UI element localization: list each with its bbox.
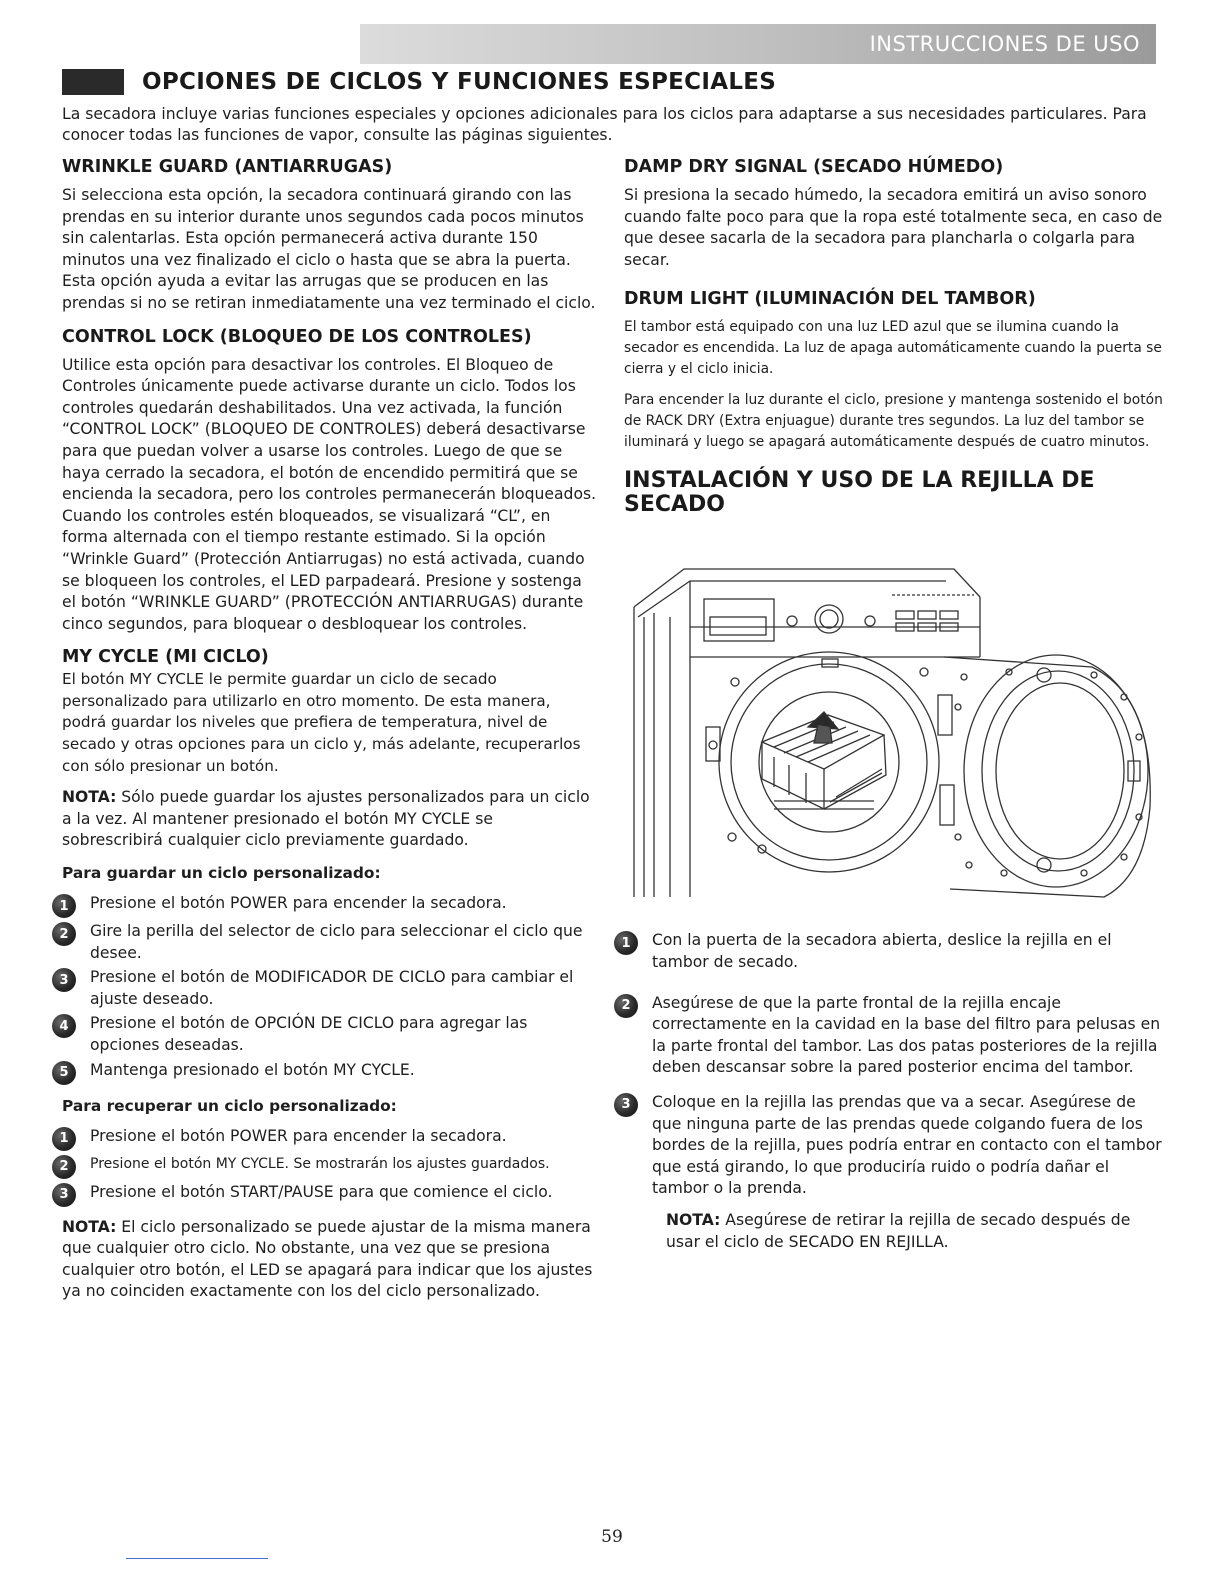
rack-step <box>621 1092 1164 1200</box>
note-label: NOTA: <box>62 788 117 807</box>
recall-step <box>59 1126 598 1151</box>
wrinkle-guard-text: Si selecciona esta opción, la secadora continuará girando con las prendas en su interior durante unos segundos cada pocos minutos sin calentarlas. Esta opción permanecerá activa durante 150 minutos una vez finalizado el ciclo o hasta que se abra la puerta. Esta opción ayuda a evitar las arrugas que se producen en las prendas si no se retiran inmediatamente una vez terminado el ciclo. <box>62 186 596 312</box>
save-step <box>59 1013 598 1056</box>
save-step <box>59 967 598 1010</box>
damp-dry-heading: DAMP DRY SIGNAL (SECADO HÚMEDO) <box>624 157 1004 177</box>
save-step <box>59 921 598 964</box>
step-number-icon: 2 <box>52 922 76 946</box>
step-number-icon: 4 <box>52 1014 76 1038</box>
control-lock-heading: CONTROL LOCK (BLOQUEO DE LOS CONTROLES) <box>62 326 532 347</box>
control-lock-section <box>62 325 598 636</box>
page-title <box>62 66 1162 98</box>
save-step <box>59 1060 598 1085</box>
step-number-icon: 1 <box>52 1127 76 1151</box>
note-label: NOTA: <box>62 1217 117 1236</box>
step-number-icon: 2 <box>52 1155 76 1179</box>
step-text: Gire la perilla del selector de ciclo para seleccionar el ciclo que desee. <box>90 922 583 962</box>
rack-note <box>666 1210 1164 1253</box>
step-number-icon: 1 <box>52 894 76 918</box>
save-step <box>59 893 598 918</box>
step-text: Mantenga presionado el botón MY CYCLE. <box>90 1060 415 1079</box>
step-text: Con la puerta de la secadora abierta, deslice la rejilla en el tambor de secado. <box>652 931 1112 971</box>
drum-light-section <box>624 287 1164 453</box>
step-text: Presione el botón de OPCIÓN DE CICLO para agregar las opciones deseadas. <box>90 1014 528 1054</box>
step-text: Presione el botón POWER para encender la secadora. <box>90 1126 507 1145</box>
damp-dry-text: Si presiona la secado húmedo, la secadora emitirá un aviso sonoro cuando falte poco para que la ropa esté totalmente seca, en caso de que desee sacarla de la secadora para plancharla o colgarla para secar. <box>624 186 1163 269</box>
dryer-rack-illustration <box>624 547 1154 907</box>
drum-light-heading: DRUM LIGHT (ILUMINACIÓN DEL TAMBOR) <box>624 289 1036 310</box>
recall-step <box>59 1182 598 1207</box>
rack-step <box>621 993 1164 1079</box>
rack-section <box>621 468 1164 1253</box>
damp-dry-section <box>624 155 1164 271</box>
rack-step <box>621 930 1164 973</box>
page-title-text: OPCIONES DE CICLOS Y FUNCIONES ESPECIALES <box>142 69 777 95</box>
footer-rule <box>126 1558 268 1559</box>
step-text: Presione el botón POWER para encender la secadora. <box>90 894 507 913</box>
step-text: Presione el botón de MODIFICADOR DE CICLO para cambiar el ajuste deseado. <box>90 968 574 1008</box>
intro-paragraph: La secadora incluye varias funciones especiales y opciones adicionales para los ciclos para adaptarse a sus necesidades particulares. Para conocer todas las funciones de vapor, consulte las páginas siguientes. <box>62 105 1147 144</box>
recall-cycle-heading: Para recuperar un ciclo personalizado: <box>62 1096 397 1115</box>
right-column <box>621 155 1164 1253</box>
wrinkle-guard-heading: WRINKLE GUARD (ANTIARRUGAS) <box>62 157 393 177</box>
wrinkle-guard-section <box>62 155 598 315</box>
note-text: Asegúrese de retirar la rejilla de secado después de usar el ciclo de SECADO EN REJILLA. <box>666 1210 1131 1251</box>
save-cycle-section <box>59 862 598 1085</box>
page-number: 59 <box>601 1527 623 1547</box>
drum-light-text: El tambor está equipado con una luz LED azul que se ilumina cuando la secador es encendida. La luz de apaga automáticamente cuando la puerta se cierra y el ciclo inicia. <box>624 319 1162 378</box>
rack-heading: INSTALACIÓN Y USO DE LA REJILLA DE SECADO <box>624 468 1095 518</box>
step-number-icon: 5 <box>52 1061 76 1085</box>
recall-cycle-section <box>59 1095 598 1207</box>
my-cycle-text: El botón MY CYCLE le permite guardar un ciclo de secado personalizado para utilizarlo en otro momento. De esta manera, podrá guardar los niveles que prefiera de temperatura, nivel de secado y otras opciones para un ciclo y, más adelante, recuperarlos con sólo presionar un botón. <box>62 670 581 775</box>
drum-light-text-2: Para encender la luz durante el ciclo, presione y mantenga sostenido el botón de RACK DRY (Extra enjuague) durante tres segundos. La luz del tambor se iluminará y luego se apagará automáticamente después de cuatro minutos. <box>624 392 1163 451</box>
my-cycle-heading: MY CYCLE (MI CICLO) <box>62 647 269 668</box>
control-lock-text: Utilice esta opción para desactivar los controles. El Bloqueo de Controles únicamente puede activarse durante un ciclo. Todos los controles quedarán deshabilitados. Una vez activada, la función “CONTROL LOCK” (BLOQUEO DE CONTROLES) deberá desactivarse para que puedan volver a usarse los controles. Luego de que se haya cerrado la secadora, el botón de encendido permitirá que se encienda la secadora, pero los controles permanecerán bloqueados. Cuando los controles estén bloqueados, se visualizará “CL”, en forma alternada con el tiempo restante estimado. Si la opción “Wrinkle Guard” (Protección Antiarrugas) no está activada, cuando se bloqueen los controles, el LED parpadeará. Presione y sostenga el botón “WRINKLE GUARD” (PROTECCIÓN ANTIARRUGAS) durante cinco segundos, para bloquear o desbloquear los controles. <box>62 355 597 633</box>
note-text: Sólo puede guardar los ajustes personalizados para un ciclo a la vez. Al mantener presionado el botón MY CYCLE se sobrescribirá cualquier ciclo previamente guardado. <box>62 788 590 850</box>
recall-step <box>59 1154 598 1179</box>
note-label: NOTA: <box>666 1210 721 1229</box>
step-number-icon: 3 <box>614 1093 638 1117</box>
my-cycle-note <box>62 787 598 852</box>
step-text: Presione el botón MY CYCLE. Se mostrarán los ajustes guardados. <box>90 1155 550 1172</box>
my-cycle-section <box>62 645 598 852</box>
step-text: Presione el botón START/PAUSE para que comience el ciclo. <box>90 1182 553 1201</box>
step-text: Asegúrese de que la parte frontal de la rejilla encaje correctamente en la cavidad en la base del filtro para pelusas en la parte frontal del tambor. Las dos patas posteriores de la rejilla deben descansar sobre la pared posterior encima del tambor. <box>652 993 1161 1077</box>
step-number-icon: 3 <box>52 968 76 992</box>
step-text: Coloque en la rejilla las prendas que va a secar. Asegúrese de que ninguna parte de las prendas quede colgando fuera de los bordes de la rejilla, pues podría entrar en contacto con el tambor que está girando, lo que produciría ruido o podría dañar el tambor o la prenda. <box>652 1092 1162 1198</box>
note-text: El ciclo personalizado se puede ajustar de la misma manera que cualquier otro ciclo. No obstante, una vez que se presiona cualquier otro botón, el LED se apagará para indicar que los ajustes ya no coinciden exactamente con los del ciclo personalizado. <box>62 1217 593 1301</box>
step-number-icon: 3 <box>52 1183 76 1207</box>
save-cycle-heading: Para guardar un ciclo personalizado: <box>62 864 381 883</box>
step-number-icon: 1 <box>614 931 638 955</box>
step-number-icon: 2 <box>614 994 638 1018</box>
section-banner: INSTRUCCIONES DE USO <box>360 24 1156 64</box>
left-column <box>59 155 598 1303</box>
custom-cycle-note <box>62 1217 598 1303</box>
title-marker <box>62 69 124 95</box>
